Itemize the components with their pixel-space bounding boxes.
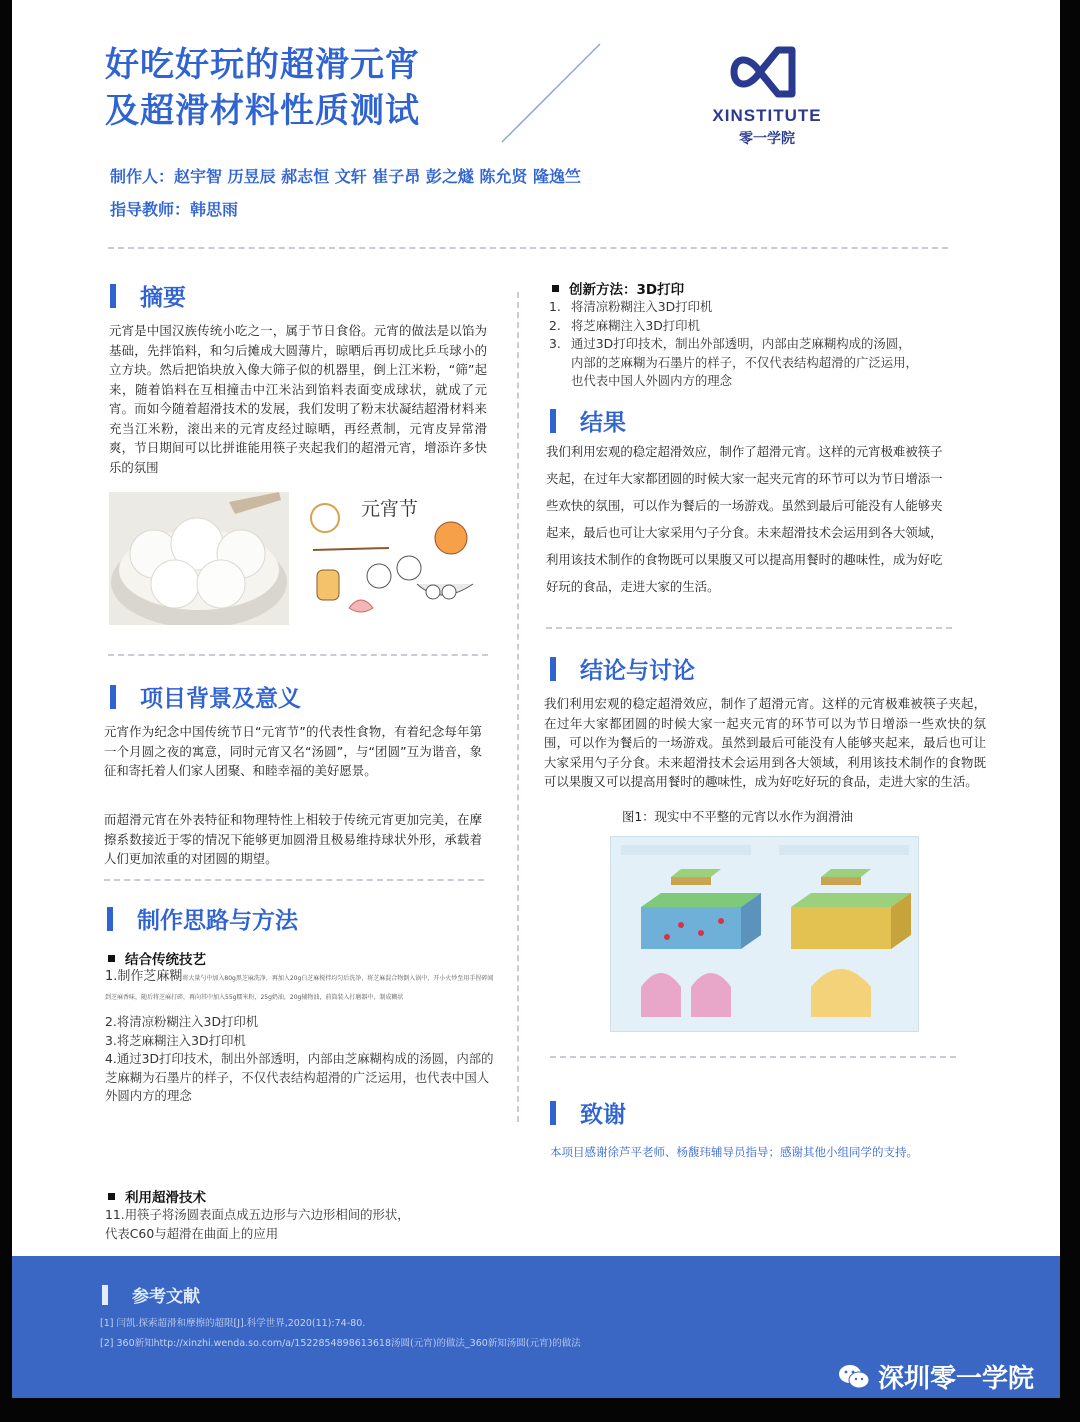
conclusion-text: 我们利用宏观的稳定超滑效应，制作了超滑元宵。这样的元宵极难被筷子夹起，在过年大家都团圆的时候大家一起夹元宵的环节可以为节日增添一些欢快的氛围，可以作为餐后的一场游戏。虽然到最后可能没有人能够夹起来，最后也可让大家采用勺子分食。未来超滑技术会运用到各大领域，利用该技术制作的食物既可以果腹又可以提高用餐时的趣味性，成为好吃好玩的食品，走进大家的生活。 — [544, 696, 986, 789]
innovation-title: 创新方法：3D打印 — [569, 282, 685, 298]
tangyuan-photo — [109, 492, 289, 625]
divider-2 — [104, 879, 484, 881]
watermark-text: 深圳零一学院 — [878, 1364, 1035, 1394]
title-line-2: 及超滑材料性质测试 — [105, 91, 420, 131]
conclusion-heading — [550, 652, 695, 685]
poster — [12, 0, 1060, 1398]
wechat-icon — [838, 1363, 870, 1391]
references-title: 参考文献 — [132, 1287, 200, 1307]
results-text: 我们利用宏观的稳定超滑效应，制作了超滑元宵。这样的元宵极难被筷子夹起，在过年大家都团圆的时候大家一起夹元宵的环节可以为节日增添一些欢快的氛围，可以作为餐后的一场游戏。虽然到最后可能没有人能够夹起来，最后也可让大家采用勺子分食。未来超滑技术会运用到各大领域，利用该技术制作的食物既可以果腹又可以提高用餐时的趣味性，成为好吃好玩的食品，走进大家的生活。 — [546, 444, 943, 594]
thanks-title: 致谢 — [580, 1102, 626, 1128]
bullet-square-icon — [108, 955, 115, 962]
method-title: 制作思路与方法 — [137, 908, 298, 934]
background-heading — [110, 680, 301, 713]
method-step-1 — [105, 965, 495, 1003]
step-1-label: 1.制作芝麻糊 — [105, 969, 183, 984]
superlubric-subtitle: 利用超滑技术 — [125, 1190, 206, 1206]
method-heading — [107, 902, 298, 935]
background-para-1: 元宵作为纪念中国传统节日“元宵节”的代表性食物，有着纪念每年第一个月圆之夜的寓意，同时元宵又名“汤圆”，与“团圆”互为谐音，象征和寄托着人们家人团聚、和睦幸福的美好愿景。 — [104, 724, 482, 778]
innovation-list — [549, 298, 919, 391]
innovation-item: 3. 通过3D打印技术，制出外部透明，内部由芝麻糊构成的汤圆，内部的芝麻糊为石墨片的样子，不仅代表结构超滑的广泛运用，也代表中国人外圆内方的理念 — [549, 336, 918, 388]
cartoon-label: 元宵节 — [361, 498, 419, 520]
poster-title — [105, 42, 420, 134]
header-divider — [108, 247, 948, 249]
abstract-title: 摘要 — [140, 285, 186, 311]
makers-line: 制作人：赵宇智 历昱辰 郝志恒 文轩 崔子昂 彭之燧 陈允贤 隆逸竺 — [110, 167, 581, 186]
results-heading — [550, 404, 626, 437]
divider-1 — [108, 654, 488, 656]
lantern-festival-illustration — [299, 488, 489, 628]
innovation-item: 2. 将芝麻糊注入3D打印机 — [549, 317, 700, 333]
divider-4 — [550, 1056, 956, 1058]
conclusion-title: 结论与讨论 — [580, 658, 695, 684]
section-bar — [102, 1285, 108, 1305]
superlubric-subheading — [108, 1186, 206, 1206]
figure-caption: 图1：现实中不平整的元宵以水作为润滑油 — [622, 809, 853, 824]
superlubricity-figure — [610, 836, 919, 1032]
results-title: 结果 — [580, 410, 626, 436]
traditional-subtitle: 结合传统技艺 — [125, 952, 206, 968]
background-para-2: 而超滑元宵在外表特征和物理特性上相较于传统元宵更加完美，在摩擦系数接近于零的情况下能够更加圆滑且极易维持球状外形，承载着人们更加浓重的对团圆的期望。 — [104, 812, 482, 866]
column-divider — [517, 292, 519, 1122]
logo-name: XINSTITUTE — [712, 106, 822, 125]
superlubric-text — [105, 1206, 505, 1243]
method-steps — [105, 1013, 501, 1106]
reference-item: [2] 360新知http://xinzhi.wenda.so.com/a/1522854898613618汤圆(元宵)的做法_360新知汤圆(元宵)的做法 — [100, 1338, 581, 1349]
teacher-line: 指导教师：韩思雨 — [110, 200, 239, 219]
section-bar — [550, 409, 556, 433]
section-bar — [550, 1101, 556, 1125]
divider-3 — [546, 627, 952, 629]
logo — [702, 44, 832, 148]
thanks-text: 本项目感谢徐芦平老师、杨馥玮辅导员指导；感谢其他小组同学的支持。 — [550, 1145, 918, 1159]
references-heading — [102, 1282, 200, 1307]
watermark — [838, 1358, 1034, 1395]
superlubric-line-1: 11.用筷子将汤圆表面点成五边形与六边形相间的形状， — [105, 1207, 410, 1222]
background-title: 项目背景及意义 — [140, 686, 301, 712]
section-bar — [107, 907, 113, 931]
references-list — [100, 1314, 860, 1354]
method-step-3: 3.将芝麻糊注入3D打印机 — [105, 1032, 246, 1048]
abstract-heading — [110, 279, 186, 312]
section-bar — [110, 685, 116, 709]
section-bar — [110, 284, 116, 308]
section-bar — [550, 657, 556, 681]
step-1-detail: 将大量勺中加入80g黑芝麻洗净，再加入20g白芝麻搅拌均匀后洗净，将芝麻混合物倒入锅中，开小火炒至用手捏碎闻到芝麻香味，随后将芝麻打碎，再向其中加入55g糯米粉，25g奶油，20g辅物油，前筒装入打磨器中，制成糊状 — [105, 975, 494, 1001]
superlubricity-diagram-icon — [611, 837, 918, 1031]
xinstitute-logo-icon — [730, 44, 804, 100]
bullet-square-icon — [108, 1193, 115, 1200]
innovation-item: 1. 将清凉粉糊注入3D打印机 — [549, 299, 713, 314]
abstract-text: 元宵是中国汉族传统小吃之一，属于节日食俗。元宵的做法是以馅为基础，先拌馅料，和匀后摊成大圆薄片，晾晒后再切成比乒乓球小的立方块。然后把馅块放入像大筛子似的机器里，倒上江米粉，“筛”起来，随着馅料在互相撞击中江米沾到馅料表面变成球状，就成了元宵。而如今随着超滑技术的发展，我们发明了粉末状凝结超滑材料来充当江米粉，滚出来的元宵皮经过晾晒，再经煮制，元宵皮异常滑爽，节日期间可以比拼谁能用筷子夹起我们的超滑元宵，增添许多快乐的氛围 — [109, 323, 487, 475]
superlubric-line-2: 代表C60与超滑在曲面上的应用 — [105, 1225, 279, 1241]
thanks-heading — [550, 1096, 626, 1129]
logo-cn: 零一学院 — [739, 130, 795, 146]
method-step-4: 4.通过3D打印技术，制出外部透明，内部由芝麻糊构成的汤圆，内部的芝麻糊为石墨片的样子，不仅代表结构超滑的广泛运用，也代表中国人外圆内方的理念 — [105, 1051, 494, 1103]
reference-item: [1] 闫凯.探索超滑和摩擦的超限[J].科学世界,2020(11):74-80. — [100, 1318, 366, 1329]
innovation-heading — [552, 278, 684, 298]
title-line-1: 好吃好玩的超滑元宵 — [105, 45, 420, 85]
bullet-square-icon — [552, 285, 559, 292]
diagonal-divider — [500, 42, 604, 146]
method-step-2: 2.将清凉粉糊注入3D打印机 — [105, 1014, 259, 1029]
